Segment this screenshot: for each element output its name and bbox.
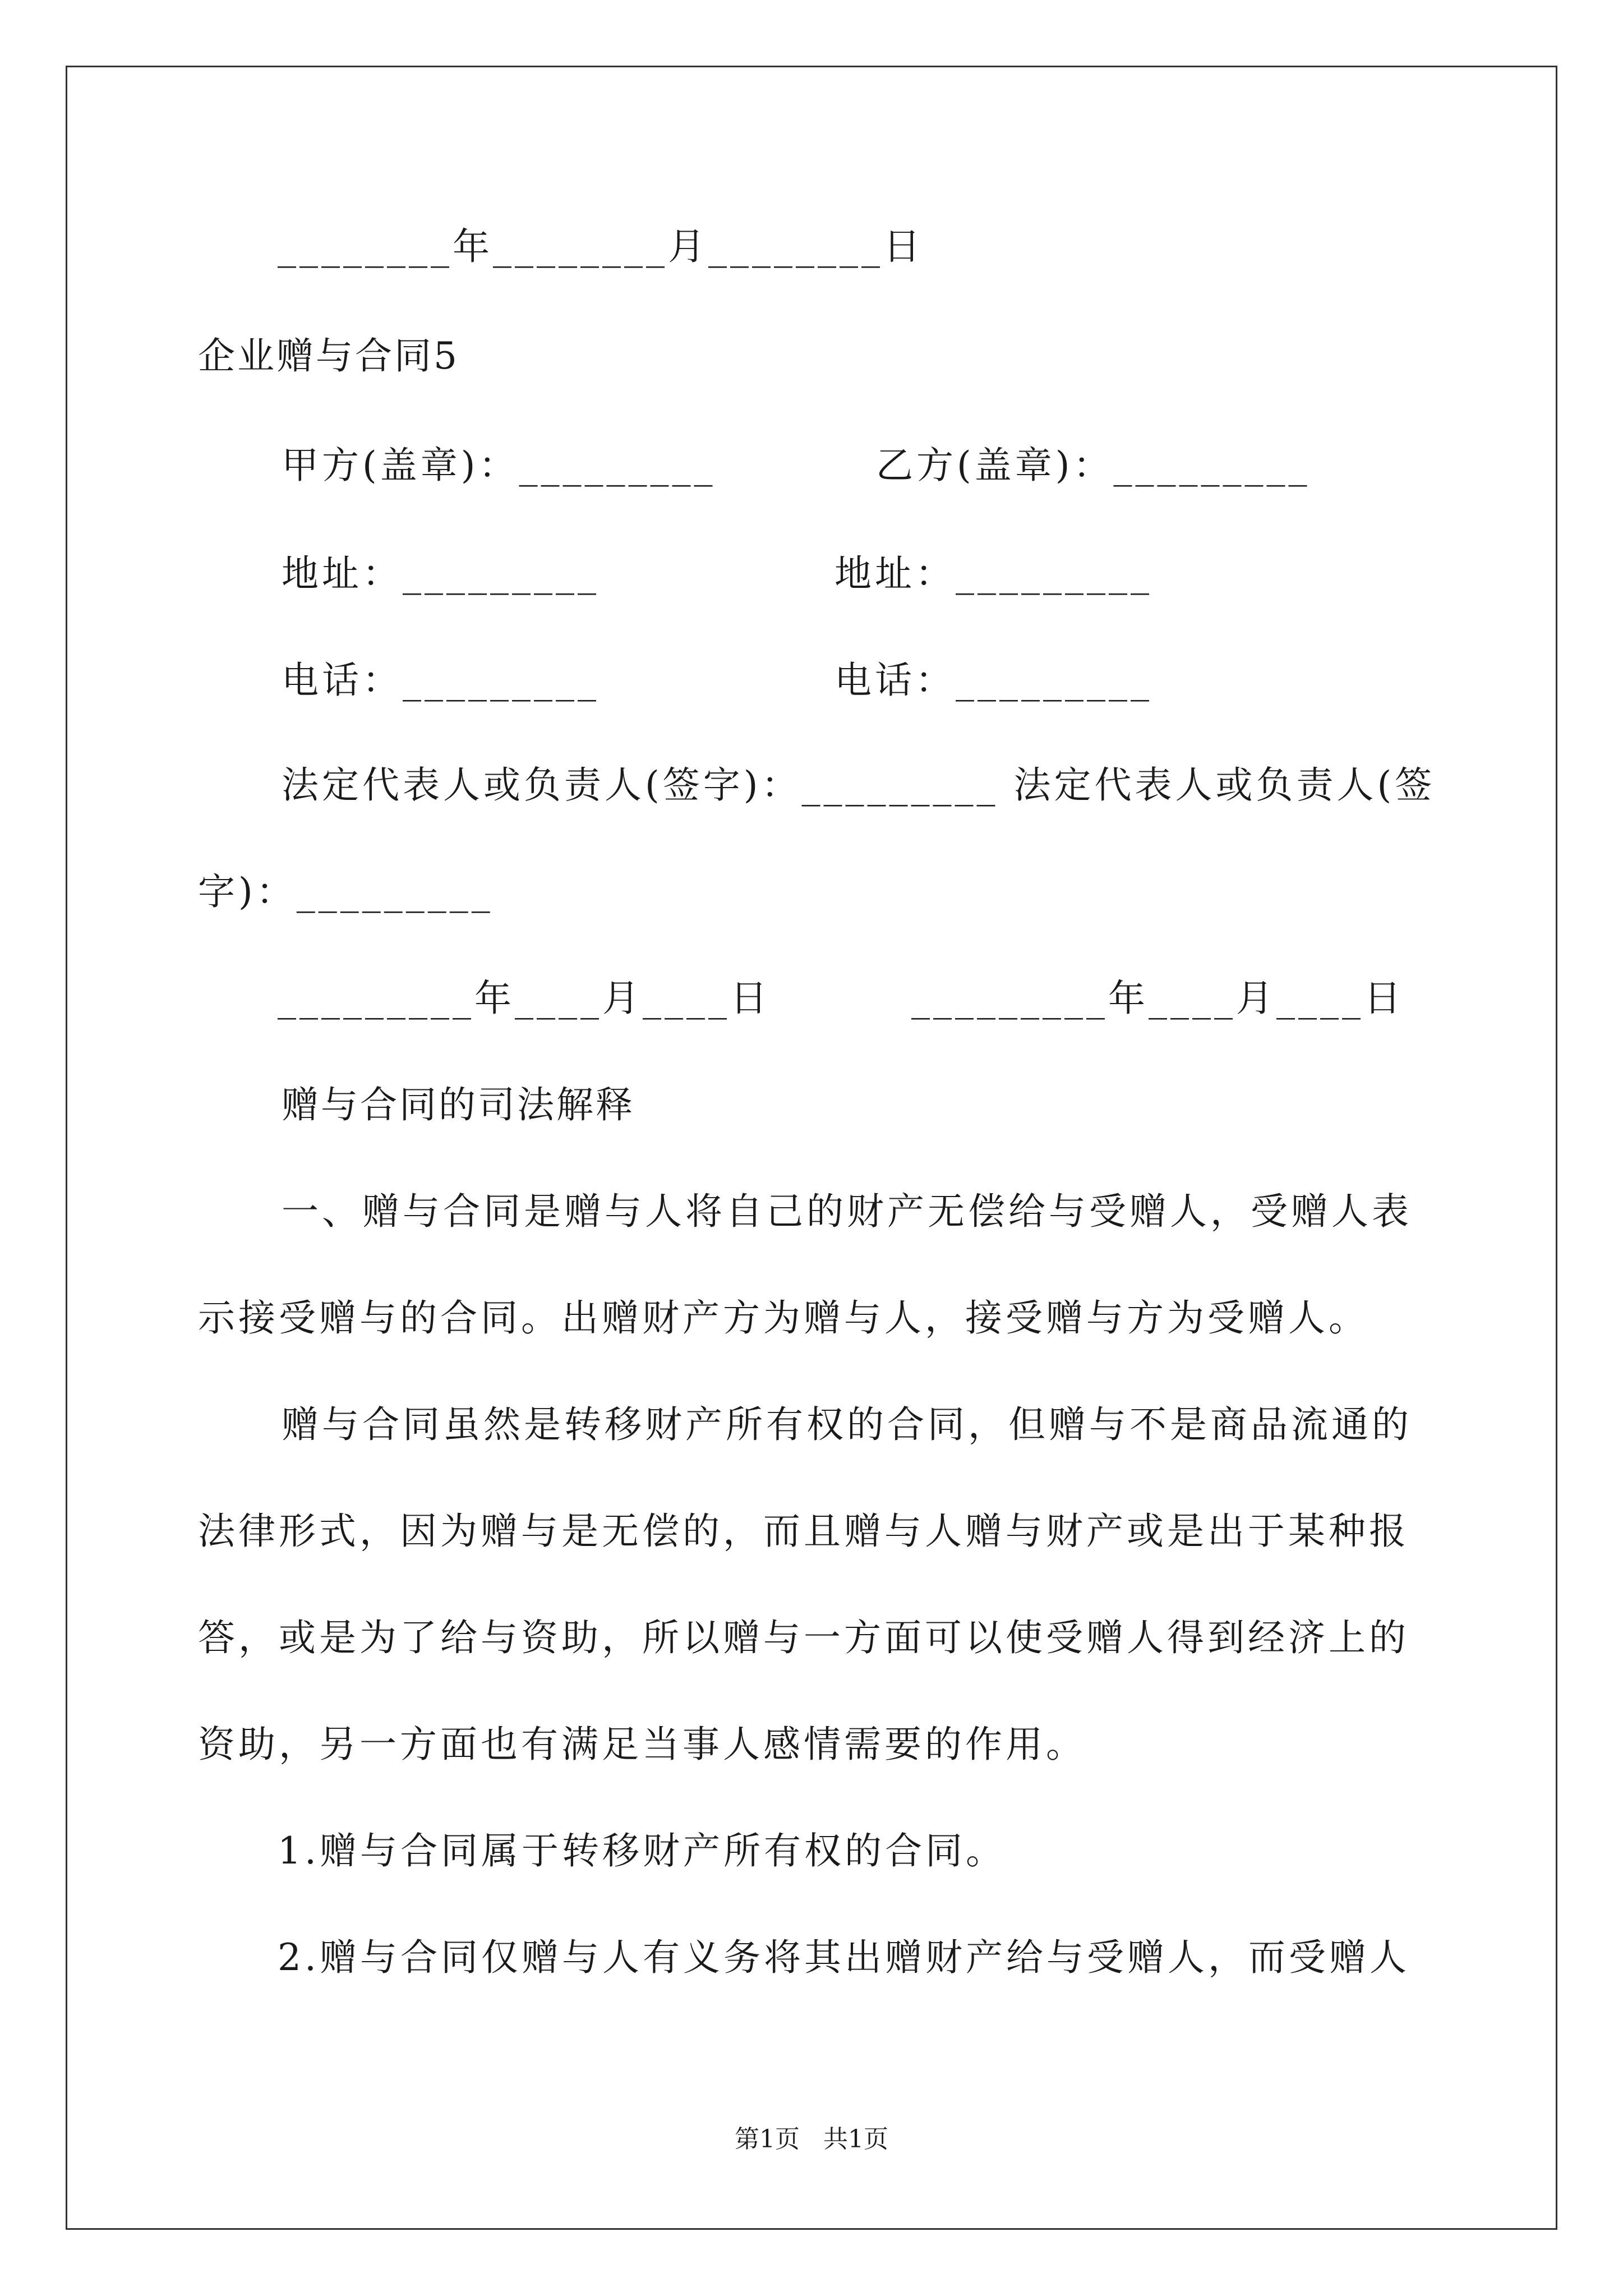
paragraph-line: 资助，另一方面也有满足当事人感情需要的作用。 <box>198 1723 1086 1766</box>
representative-signature-line: 法定代表人或负责人(签字)：_________ 法定代表人或负责人(签 <box>282 763 1436 807</box>
party-b-phone: 电话：_________ <box>834 659 1152 702</box>
party-a-seal: 甲方(盖章)：_________ <box>282 444 716 487</box>
section-heading: 赠与合同的司法解释 <box>282 1083 635 1126</box>
party-b-address: 地址：_________ <box>834 552 1152 595</box>
party-a-phone: 电话：_________ <box>282 659 600 702</box>
paragraph-line: 一、赠与合同是赠与人将自己的财产无偿给与受赠人，受赠人表 <box>282 1190 1412 1233</box>
page-footer: 第1页 共1页 <box>735 2125 888 2154</box>
party-a-address: 地址：_________ <box>282 552 600 595</box>
party-b-seal: 乙方(盖章)：_________ <box>876 444 1311 487</box>
paragraph-line: 答，或是为了给与资助，所以赠与一方面可以使受赠人得到经济上的 <box>198 1616 1409 1659</box>
representative-signature-continued: 字)：_________ <box>198 870 494 913</box>
list-item: 2.赠与合同仅赠与人有义务将其出赠财产给与受赠人，而受赠人 <box>278 1936 1410 1979</box>
date-line: ________年________月________日 <box>278 225 924 268</box>
party-b-sign-date: _________年____月____日 <box>911 977 1404 1020</box>
party-a-sign-date: _________年____月____日 <box>278 977 771 1020</box>
document-title: 企业赠与合同5 <box>198 334 459 378</box>
list-item: 1.赠与合同属于转移财产所有权的合同。 <box>278 1829 1006 1872</box>
page-border <box>66 66 1557 2230</box>
paragraph-line: 法律形式，因为赠与是无偿的，而且赠与人赠与财产或是出于某种报 <box>198 1510 1409 1553</box>
paragraph-line: 示接受赠与的合同。出赠财产方为赠与人，接受赠与方为受赠人。 <box>198 1296 1369 1340</box>
paragraph-line: 赠与合同虽然是转移财产所有权的合同，但赠与不是商品流通的 <box>282 1403 1412 1446</box>
